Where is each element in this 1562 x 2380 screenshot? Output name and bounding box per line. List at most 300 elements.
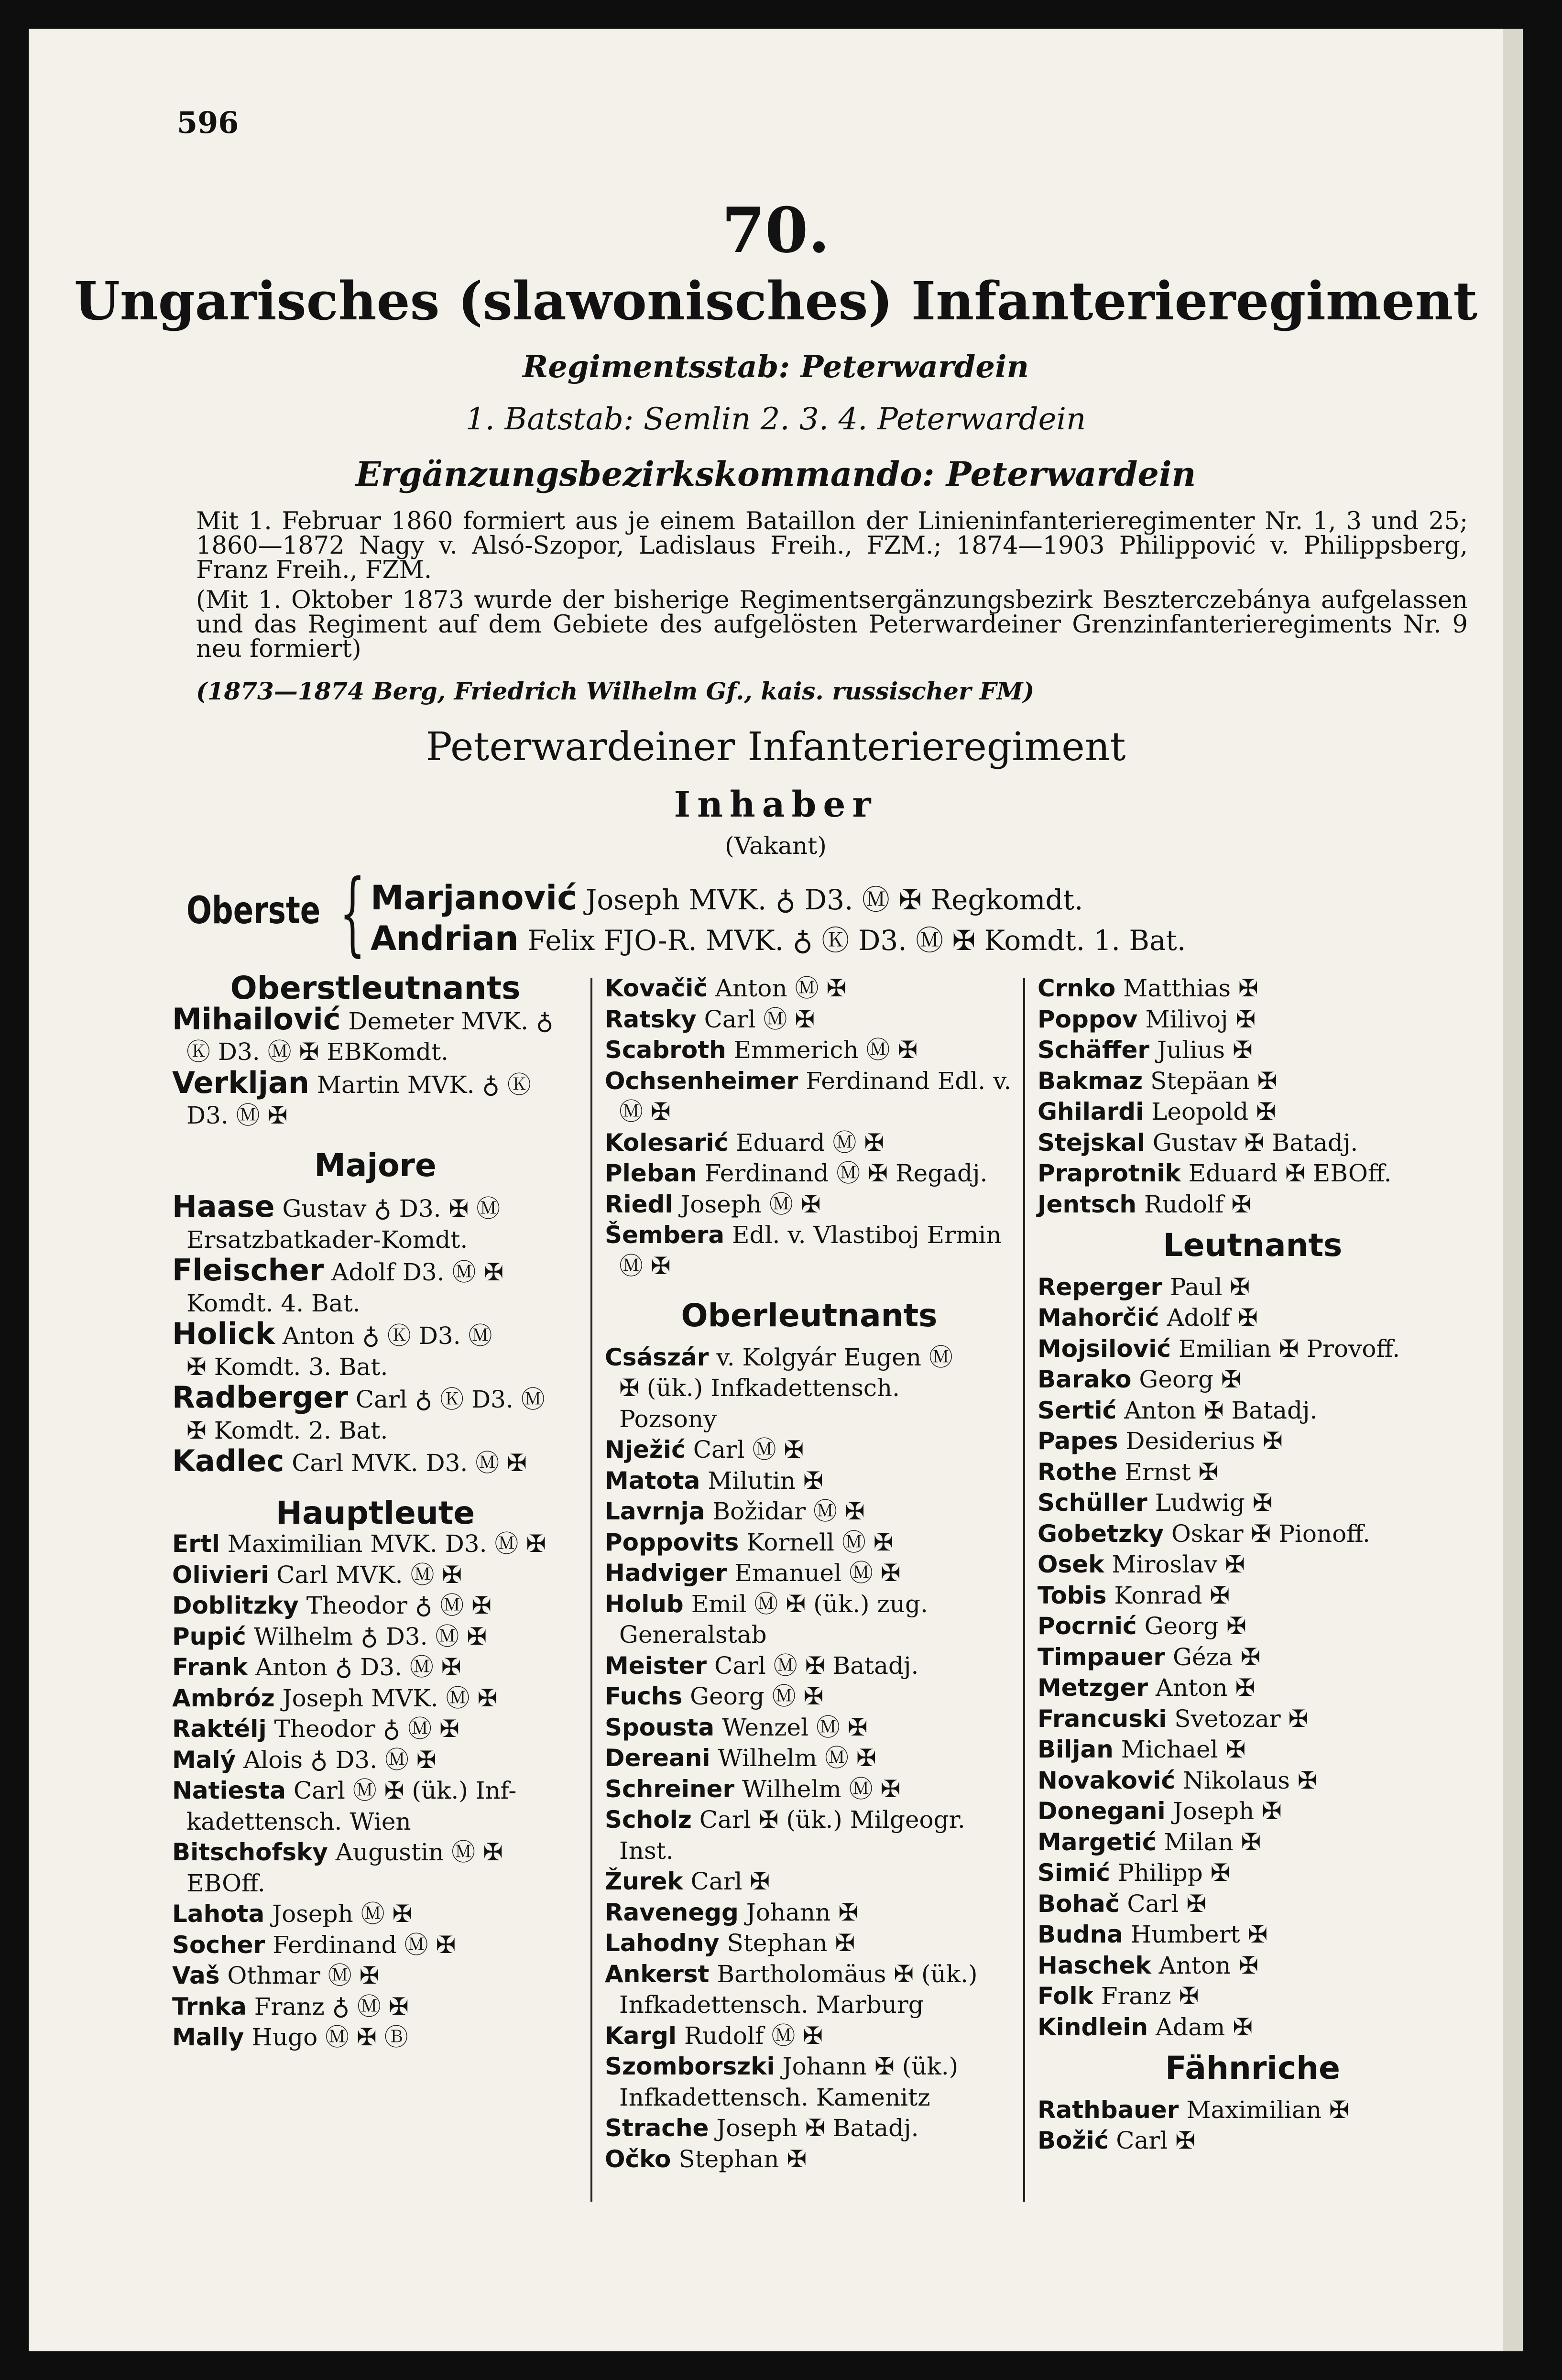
entry-continuation [605,1373,1014,1404]
officer-name: Trnka [172,1992,247,2020]
section-heading: Oberstleutnants [230,970,521,1006]
officer-name: Božić [1038,2127,1109,2154]
history-paragraph: (Mit 1. Oktober 1873 wurde der bisherige Regimentsergänzungsbezirk Beszterczebánya aufgelassen und das Regiment auf dem Gebiete des aufgelösten Peterwardeiner Grenzinfanterieregiments Nr. 9 neu formiert) [196,586,1468,663]
officer-name: Hadviger [605,1559,727,1587]
officer-name: Kovačič [605,974,708,1002]
section-heading: Majore [314,1146,437,1184]
oberst-name: Andrian [371,919,519,958]
officer-name: Bitschofsky [172,1838,328,1866]
officer-name: Tobis [1038,1581,1107,1609]
officer-name: Holick [172,1316,275,1351]
officer-name: Spousta [605,1713,715,1741]
officer-details: Ludwig ✠ [1155,1489,1273,1517]
officer-entry [1038,1487,1468,1518]
officer-name: Schäffer [1038,1036,1150,1064]
officer-name: Simić [1038,1859,1111,1887]
officer-name: Donegani [1038,1797,1166,1825]
oberst-entry [371,877,1083,917]
officer-name: Schüller [1038,1489,1147,1517]
officer-entry [1038,1066,1468,1097]
officer-details: Desiderius ✠ [1125,1427,1283,1455]
officer-name: Reperger [1038,1273,1163,1301]
officer-name: Mally [172,2023,244,2051]
section-heading: Hauptleute [275,1494,475,1531]
officer-entry [172,2022,579,2053]
officer-name: Bohač [1038,1889,1120,1918]
officer-name: Vaš [172,1962,220,1989]
officer-details: Adolf ✠ [1167,1304,1258,1332]
officer-name: Mahorčić [1038,1304,1159,1332]
officer-details: Milan ✠ [1164,1828,1261,1856]
officer-entry [605,1066,1014,1097]
officer-details: Michael ✠ [1121,1736,1246,1763]
entry-continuation [172,1352,579,1383]
officer-entry [172,1065,579,1101]
officer-details: Carl ✠ (ük.) Milgeogr. [699,1806,965,1834]
officer-entry [1038,1950,1468,1981]
officer-name: Poppovits [605,1528,739,1556]
officer-name: Kindlein [1038,2013,1148,2041]
officer-name: Frank [172,1653,248,1681]
officer-entry [172,1443,579,1479]
officer-details: Wilhelm Ⓜ ✠ [718,1744,876,1772]
officer-entry [1038,1765,1468,1796]
officer-entry [1038,1035,1468,1066]
column-divider [590,978,592,2202]
officer-entry [605,1589,1014,1620]
officer-entry [1038,1672,1468,1703]
officer-details: Franz ✠ [1101,1982,1199,2010]
officer-name: Očko [605,2145,671,2173]
officer-details: Theodor ♁ Ⓜ ✠ [274,1715,459,1743]
officer-entry [605,1897,1014,1928]
officer-name: Scabroth [605,1036,726,1064]
officer-entry [1038,1004,1468,1035]
officer-entry [1038,1703,1468,1735]
officer-details: Emilian ✠ Provoff. [1178,1334,1400,1363]
officer-entry [1038,2095,1468,2126]
officer-name: Schreiner [605,1775,735,1803]
officer-details: Carl Ⓜ ✠ Batadj. [714,1651,919,1680]
officer-name: Radberger [172,1380,348,1415]
entry-continuation [605,1096,1014,1127]
officer-details: Ⓚ D3. Ⓜ ✠ EBKomdt. [186,1038,449,1066]
officer-details: Johann ✠ (ük.) [782,2052,959,2080]
officer-name: Praprotnik [1038,1159,1181,1187]
officer-details: Carl ✠ [690,1867,770,1895]
officer-name: Ambróz [172,1684,275,1712]
officer-name: Lahota [172,1900,265,1928]
officer-details: Adolf D3. Ⓜ ✠ [331,1258,504,1286]
officer-details: Ⓜ ✠ [619,1098,671,1125]
officer-entry [1038,1189,1468,1220]
officer-details: Philipp ✠ [1117,1859,1231,1887]
officer-name: Rothe [1038,1458,1117,1486]
officer-details: Nikolaus ✠ [1183,1766,1318,1794]
officer-name: Bakmaz [1038,1067,1143,1095]
officer-details: Bartholomäus ✠ (ük.) [717,1960,978,1988]
officer-details: Emil Ⓜ ✠ (ük.) zug. [691,1590,928,1618]
officer-details: Inst. [619,1836,674,1865]
officer-entry [172,1001,579,1037]
officer-details: Maximilian MVK. D3. Ⓜ ✠ [227,1530,546,1558]
officer-details: Othmar Ⓜ ✠ [227,1962,380,1989]
officer-entry [605,1959,1014,1990]
officer-details: Carl ✠ [1127,1889,1207,1918]
officer-details: Johann ✠ [746,1898,859,1926]
officer-details: Eduard Ⓜ ✠ [736,1128,885,1157]
officer-entry [172,1837,579,1868]
officer-name: Jentsch [1038,1190,1137,1218]
column-right [1038,973,1468,2156]
officer-name: Pocrnić [1038,1612,1137,1640]
officer-entry [172,1745,579,1776]
officer-details: Carl MVK. D3. Ⓜ ✠ [292,1449,527,1477]
officer-details: Georg Ⓜ ✠ [690,1682,824,1710]
officer-details: Miroslav ✠ [1112,1550,1245,1578]
document-page [29,29,1523,2351]
officer-name: Fuchs [605,1682,683,1710]
officer-details: ✠ Komdt. 3. Bat. [186,1353,388,1381]
officer-details: Matthias ✠ [1123,974,1258,1002]
officer-details: v. Kolgyár Eugen Ⓜ [716,1343,953,1371]
ergaenzung-line: Ergänzungsbezirkskommando: Peterwardein [355,454,1196,494]
officer-entry [605,1558,1014,1589]
officer-details: Ferdinand Ⓜ ✠ [273,1931,456,1959]
officer-details: Gustav ♁ D3. ✠ Ⓜ [282,1195,501,1223]
officer-details: Rudolf ✠ [1144,1190,1252,1218]
officer-name: Osek [1038,1550,1104,1578]
officer-entry [605,2144,1014,2175]
entry-continuation [172,1415,579,1446]
officer-details: ✠ Komdt. 2. Bat. [186,1416,388,1444]
officer-details: Carl ♁ Ⓚ D3. Ⓜ [355,1386,545,1413]
officer-entry [605,1220,1014,1251]
officer-name: Timpauer [1038,1643,1166,1671]
officer-name: Budna [1038,1921,1123,1948]
officer-details: Martin MVK. ♁ Ⓚ [317,1070,531,1099]
officer-details: Maximilian ✠ [1186,2096,1349,2124]
officer-entry [605,1127,1014,1158]
section-heading: Fähnriche [1165,2050,1340,2086]
oberste-label: Oberste [186,889,321,932]
column-middle [605,973,1014,2174]
officer-entry [605,2051,1014,2082]
history-paragraph: Mit 1. Februar 1860 formiert aus je einem Bataillon der Linieninfanterieregimenter Nr. 1, 3 und 25; 1860—1872 Nagy v. Alsó-Szopor, Ladislaus Freih., FZM.; 1874—1903 Philippović v. Philippsberg, Franz Freih., FZM. [196,507,1468,584]
officer-entry [605,1804,1014,1835]
entry-continuation [172,1037,579,1068]
entry-continuation [605,1835,1014,1867]
officer-details: Joseph Ⓜ ✠ [272,1900,413,1928]
officer-details: Carl MVK. Ⓜ ✠ [276,1561,462,1589]
officer-details: Géza ✠ [1172,1643,1261,1671]
entry-continuation [605,1989,1014,2020]
officer-entry [605,1712,1014,1743]
officer-name: Pleban [605,1159,697,1187]
officer-details: Joseph MVK. Ⓜ ✠ [282,1684,498,1712]
officer-entry [1038,1981,1468,2012]
officer-details: Božidar Ⓜ ✠ [712,1497,865,1525]
officer-details: Wilhelm Ⓜ ✠ [742,1775,901,1803]
officer-entry [1038,1611,1468,1642]
officer-details: Alois ♁ D3. Ⓜ ✠ [243,1746,437,1774]
officer-details: Anton ♁ Ⓚ D3. Ⓜ [282,1322,492,1350]
officer-details: Generalstab [619,1621,767,1649]
entry-continuation [172,1806,579,1837]
officer-details: Humbert ✠ [1130,1921,1268,1948]
officer-details: Ersatzbatkader-Komdt. [186,1225,468,1254]
officer-details: kadettensch. Wien [186,1807,411,1835]
officer-name: Folk [1038,1982,1093,2010]
officer-name: Scholz [605,1806,692,1834]
officer-entry [1038,1734,1468,1765]
officer-details: Joseph ✠ [1173,1797,1282,1825]
officer-name: Olivieri [172,1561,269,1589]
officer-entry [1038,1919,1468,1950]
column-divider [1023,978,1025,2202]
officer-entry [605,1496,1014,1527]
officer-details: Kornell Ⓜ ✠ [746,1528,894,1556]
officer-details: Emanuel Ⓜ ✠ [734,1559,901,1587]
officer-name: Gobetzky [1038,1519,1164,1548]
officer-name: Matota [605,1466,700,1495]
officer-name: Biljan [1038,1736,1114,1763]
officer-name: Rathbauer [1038,2096,1179,2124]
inhaber-value: (Vakant) [725,832,827,860]
officer-name: Papes [1038,1427,1118,1455]
officer-entry [1038,1395,1468,1426]
officer-name: Mojsilović [1038,1334,1171,1363]
officer-name: Barako [1038,1365,1132,1393]
officer-name: Socher [172,1931,265,1959]
officer-entry [605,973,1014,1004]
officer-details: Anton Ⓜ ✠ [715,974,847,1002]
officer-entry [1038,1518,1468,1550]
officer-entry [605,1434,1014,1465]
entry-continuation [605,1404,1014,1435]
officer-details: Augustin Ⓜ ✠ [335,1838,503,1866]
entry-continuation [605,2082,1014,2113]
regiment-subtitle: Peterwardeiner Infanterieregiment [426,724,1126,770]
officer-name: Haschek [1038,1951,1151,1979]
officer-details: Georg ✠ [1139,1365,1241,1393]
officer-entry [1038,1549,1468,1580]
officer-details: Stephan ✠ [727,1929,855,1957]
officer-details: Wenzel Ⓜ ✠ [722,1713,868,1741]
column-left [172,970,579,2053]
officer-entry [1038,1302,1468,1333]
officer-entry [1038,1333,1468,1365]
officer-details: D3. Ⓜ ✠ [186,1102,288,1129]
officer-details: Franz ♁ Ⓜ ✠ [254,1992,409,2020]
officer-details: Paul ✠ [1170,1273,1250,1301]
officer-entry [172,1775,579,1806]
officer-details: Komdt. 4. Bat. [186,1289,360,1317]
officer-entry [172,1255,579,1288]
officer-entry [1038,1127,1468,1158]
officer-name: Riedl [605,1190,673,1218]
officer-entry [605,2020,1014,2052]
officer-name: Verkljan [172,1065,309,1100]
section-heading: Oberleutnants [681,1297,938,1334]
officer-name: Margetić [1038,1828,1157,1856]
officer-details: Wilhelm ♁ D3. Ⓜ ✠ [253,1622,487,1650]
regiment-number: 70. [721,194,830,267]
oberst-name: Marjanović [371,878,577,917]
regimentsstab-line: Regimentsstab: Peterwardein [523,349,1029,385]
officer-entry [172,1930,579,1961]
officer-details: Emmerich Ⓜ ✠ [733,1036,918,1064]
officer-details: ✠ (ük.) Infkadettensch. [619,1374,900,1402]
officer-name: Ankerst [605,1960,710,1988]
officer-entry [605,1866,1014,1897]
officer-details: Konrad ✠ [1114,1581,1230,1609]
inhaber-heading: Inhaber [674,784,878,825]
officer-details: Adam ✠ [1155,2013,1253,2041]
officer-entry [1038,1158,1468,1189]
officer-details: Carl Ⓜ ✠ (ük.) Inf- [293,1777,517,1804]
officer-details: Joseph ✠ Batadj. [716,2114,919,2142]
officer-name: Ravenegg [605,1898,739,1926]
officer-entry [1038,1889,1468,1920]
officer-details: Anton ✠ Batadj. [1124,1396,1318,1424]
entry-continuation [605,1251,1014,1282]
officer-details: Milivoj ✠ [1145,1005,1256,1033]
officer-name: Ratsky [605,1005,697,1033]
officer-details: Stephan ✠ [678,2145,807,2173]
officer-entry [172,1652,579,1683]
officer-details: Infkadettensch. Kamenitz [619,2083,930,2111]
officer-entry [605,1035,1014,1066]
officer-details: Demeter MVK. ♁ [348,1007,554,1035]
officer-details: Infkadettensch. Marburg [619,1991,924,2019]
officer-details: EBOff. [186,1869,265,1897]
officer-name: Strache [605,2114,709,2142]
officer-name: Kolesarić [605,1128,729,1157]
officer-name: Metzger [1038,1674,1148,1702]
officer-entry [605,1774,1014,1805]
oberst-details: Joseph MVK. ♁ D3. Ⓜ ✠ Regkomdt. [586,884,1083,916]
officer-name: Mihailović [172,1001,341,1037]
officer-name: Fleischer [172,1253,324,1288]
officer-details: Rudolf Ⓜ ✠ [684,2021,823,2050]
officer-entry [605,1342,1014,1373]
entry-continuation [605,1619,1014,1650]
officer-entry [605,2113,1014,2144]
officer-details: Carl ✠ [1116,2127,1195,2154]
officer-name: Poppov [1038,1005,1138,1033]
officer-entry [605,1743,1014,1774]
officer-entry [605,1650,1014,1681]
officer-entry [172,1683,579,1714]
officer-details: Oskar ✠ Pionoff. [1171,1519,1370,1548]
officer-name: Novaković [1038,1766,1176,1794]
officer-name: Pupić [172,1622,246,1650]
officer-name: Doblitzky [172,1592,299,1619]
officer-details: Anton ✠ [1155,1674,1256,1702]
officer-entry [1038,1857,1468,1889]
officer-name: Šembera [605,1221,725,1249]
officer-entry [172,1960,579,1991]
entry-continuation [172,1868,579,1899]
oberst-details: Felix FJO-R. MVK. ♁ Ⓚ D3. Ⓜ ✠ Komdt. 1. Bat. [527,924,1186,957]
entry-continuation [172,1288,579,1319]
officer-entry [1038,1827,1468,1858]
officer-name: Kargl [605,2021,677,2050]
officer-entry [1038,2012,1468,2043]
officer-name: Ghilardi [1038,1098,1144,1125]
officer-details: Edl. v. Vlastiboj Ermin [732,1221,1002,1249]
officer-details: Anton ✠ [1158,1951,1259,1979]
officer-entry [605,1681,1014,1712]
officer-details: Ferdinand Edl. v. [806,1067,1012,1095]
officer-entry [1038,1096,1468,1127]
officer-name: Holub [605,1590,684,1618]
officer-name: Lavrnja [605,1497,705,1525]
regiment-title: Ungarisches (slawonisches) Infanterieregiment [74,270,1478,332]
officer-details: Pozsony [619,1405,717,1433]
officer-entry [1038,1426,1468,1457]
officer-details: Hugo Ⓜ ✠ Ⓑ [251,2023,408,2051]
officer-name: Sertić [1038,1396,1117,1424]
officer-entry [605,1465,1014,1496]
officer-details: Carl Ⓜ ✠ [704,1005,815,1033]
officer-entry [1038,1580,1468,1611]
officer-details: Georg ✠ [1144,1612,1246,1640]
officer-entry [605,1158,1014,1189]
officer-entry [1038,1796,1468,1827]
officer-name: Ertl [172,1530,220,1558]
officer-details: Gustav ✠ Batadj. [1152,1128,1358,1157]
officer-entry [1038,1642,1468,1673]
officer-details: Ⓜ ✠ [619,1252,671,1280]
officer-name: Natiesta [172,1777,286,1804]
officer-entry [605,1004,1014,1035]
officer-name: Ochsenheimer [605,1067,798,1095]
officer-name: Nježić [605,1436,686,1463]
officer-entry [605,1527,1014,1558]
officer-entry [172,1316,579,1352]
officer-details: Ferdinand Ⓜ ✠ Regadj. [704,1159,988,1187]
officer-name: Szomborszki [605,2052,775,2080]
officer-name: Crnko [1038,974,1116,1002]
officer-name: Raktélj [172,1715,267,1743]
officer-name: Francuski [1038,1704,1167,1733]
officer-details: Ernst ✠ [1125,1458,1219,1486]
officer-entry [1038,2125,1468,2156]
entry-continuation [172,1224,579,1256]
officer-details: Svetozar ✠ [1174,1704,1309,1733]
officer-entry [172,1191,579,1224]
brace-glyph: { [339,860,366,966]
officer-details: Stepäan ✠ [1150,1067,1278,1095]
officer-details: Joseph Ⓜ ✠ [680,1190,821,1218]
officer-entry [172,1382,579,1415]
entry-continuation [172,1100,579,1131]
officer-details: Julius ✠ [1157,1036,1253,1064]
history-paragraph: (1873—1874 Berg, Friedrich Wilhelm Gf., kais. russischer FM) [196,677,1035,705]
officer-entry [1038,1364,1468,1395]
officer-entry [172,1560,579,1591]
officer-details: Carl Ⓜ ✠ [693,1436,804,1463]
officer-name: Žurek [605,1867,683,1895]
officer-entry [605,1189,1014,1220]
officer-entry [1038,973,1468,1004]
officer-name: Császár [605,1343,709,1371]
officer-entry [172,1899,579,1930]
officer-entry [1038,1272,1468,1303]
officer-name: Dereani [605,1744,710,1772]
